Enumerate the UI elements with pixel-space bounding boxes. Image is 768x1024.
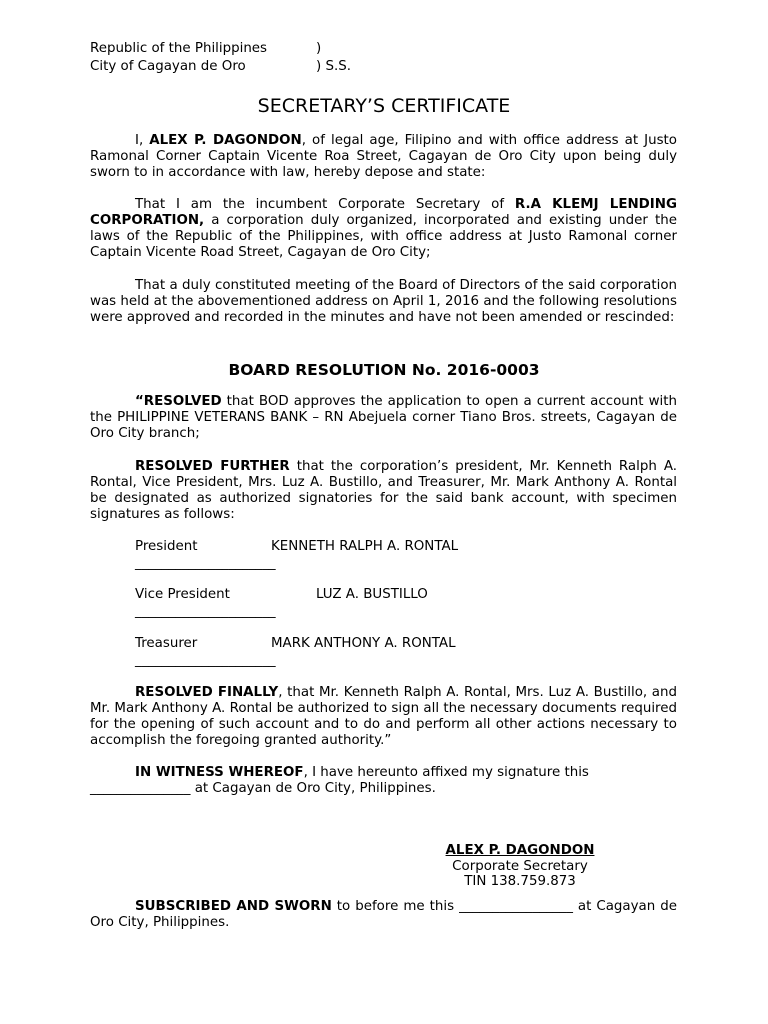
signatory-position-president: President xyxy=(135,539,198,554)
signatory-name-vice-president: LUZ A. BUSTILLO xyxy=(316,587,428,602)
secretary-text-b: a corporation duly organized, incorporated and existing under the laws of the Republic of the Philippines, with office address at Justo Ramonal corner Captain Vicente Road Street, Cagayan de Oro City; xyxy=(90,213,677,260)
signatory-position-treasurer: Treasurer xyxy=(135,636,198,651)
resolution-title: BOARD RESOLUTION No. 2016-0003 xyxy=(228,361,540,379)
resolved-lead: “RESOLVED xyxy=(135,394,222,409)
secretary-text-a: That I am the incumbent Corporate Secretary of xyxy=(135,197,515,212)
witness-lead: IN WITNESS WHEREOF xyxy=(135,765,304,780)
header-city: City of Cagayan de Oro xyxy=(90,59,246,74)
resolved-further-lead: RESOLVED FURTHER xyxy=(135,459,290,474)
secretary-paragraph xyxy=(90,197,677,261)
company-name: R.A KLEMJ LENDING CORPORATION, xyxy=(90,197,677,228)
page-title: SECRETARY’S CERTIFICATE xyxy=(257,95,511,117)
signature-line-president: _____________________ xyxy=(135,556,276,571)
resolved-text: that BOD approves the application to open a current account with the PHILIPPINE VETERANS BANK – RN Abejuela corner Tiano Bros. streets, Cagayan de Oro City branch; xyxy=(90,394,677,441)
header-republic: Republic of the Philippines xyxy=(90,41,268,56)
resolved-finally-paragraph xyxy=(90,685,677,749)
intro-text-b: , of legal age, Filipino and with office address at Justo Ramonal Corner Captain Vicente Roa Street, Cagayan de Oro City upon being duly sworn to in accordance with law, hereby depose and state: xyxy=(90,133,677,180)
witness-date-blank: _______________ xyxy=(90,781,191,796)
signatory-position-vice-president: Vice President xyxy=(135,587,230,602)
secretary-name: ALEX P. DAGONDON xyxy=(445,843,595,858)
secretary-title: Corporate Secretary xyxy=(452,858,588,874)
signatory-name-treasurer: MARK ANTHONY A. RONTAL xyxy=(271,636,456,651)
signatory-name-president: KENNETH RALPH A. RONTAL xyxy=(271,539,459,554)
jurat-text: to before me this xyxy=(331,899,460,914)
secretary-signature-block xyxy=(440,843,600,890)
witness-paragraph xyxy=(90,765,677,797)
meeting-paragraph: That a duly constituted meeting of the Board of Directors of the said corporation was held at the abovementioned address on April 1, 2016 and the following resolutions were approved and recorded in the minutes and have not been amended or rescinded: xyxy=(90,278,677,325)
resolved-finally-text: , that Mr. Kenneth Ralph A. Rontal, Mrs. Luz A. Bustillo, and Mr. Mark Anthony A. Rontal be authorized to sign all the necessary documents required for the opening of such account and to do and perform all other actions necessary to accomplish the foregoing granted authority.” xyxy=(90,685,677,748)
signature-line-vice-president: _____________________ xyxy=(135,604,276,619)
jurat-tail: at Cagayan de Oro City, Philippines. xyxy=(90,899,677,930)
header-ss: ) S.S. xyxy=(316,59,351,74)
jurat-lead: SUBSCRIBED AND SWORN xyxy=(135,899,332,914)
resolved-paragraph xyxy=(90,394,677,442)
affiant-name: ALEX P. DAGONDON xyxy=(149,133,302,148)
witness-tail: at Cagayan de Oro City, Philippines. xyxy=(190,781,436,796)
signature-line-treasurer: _____________________ xyxy=(135,653,276,668)
jurat-date-blank: _________________ xyxy=(459,899,573,914)
intro-text-a: I, xyxy=(135,133,150,148)
jurat-paragraph xyxy=(90,899,677,931)
resolved-finally-lead: RESOLVED FINALLY xyxy=(135,685,279,700)
secretary-tin: TIN 138.759.873 xyxy=(464,874,576,889)
witness-text: , I have hereunto affixed my signature this xyxy=(303,765,589,780)
resolved-further-paragraph xyxy=(90,459,677,523)
resolved-further-text: that the corporation’s president, Mr. Kenneth Ralph A. Rontal, Vice President, Mrs. Luz A. Bustillo, and Treasurer, Mr. Mark Anthony A. Rontal be designated as authorized signatories for the said bank account, with specimen signatures as follows: xyxy=(90,459,678,522)
intro-paragraph xyxy=(90,133,677,181)
header-paren: ) xyxy=(316,41,322,56)
